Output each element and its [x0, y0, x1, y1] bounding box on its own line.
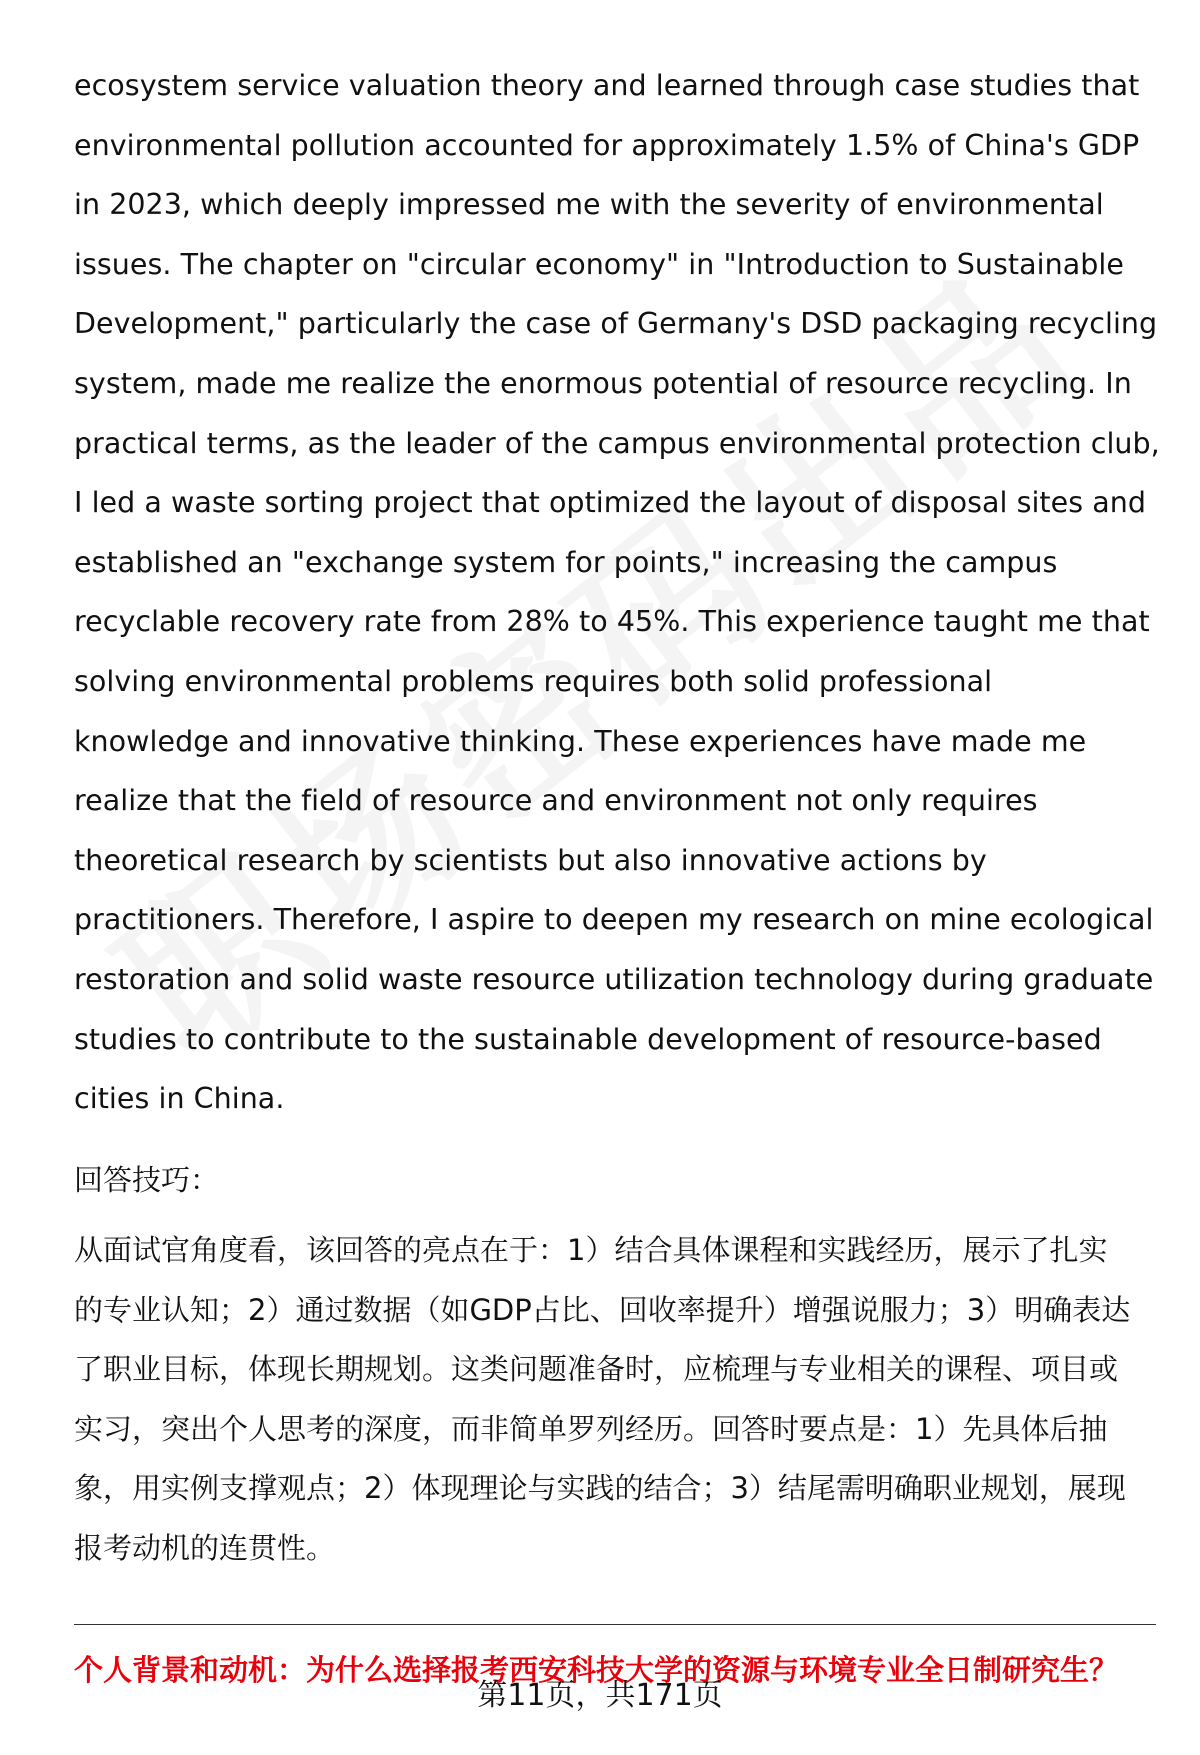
answer-line: studies to contribute to the sustainable development of resource-based: [74, 1022, 1102, 1056]
answer-line: in 2023, which deeply impressed me with the severity of environmental: [74, 188, 1104, 222]
answer-line: realize that the field of resource and environment not only requires: [74, 784, 1038, 818]
answer-line: established an "exchange system for points," increasing the campus: [74, 545, 1058, 579]
tips-heading: 回答技巧：: [74, 1163, 220, 1197]
answer-line: solving environmental problems requires both solid professional: [74, 664, 993, 698]
tips-line: 报考动机的连贯性。: [74, 1530, 336, 1565]
tips-body: [74, 1221, 1164, 1579]
answer-line: system, made me realize the enormous potential of resource recycling. In: [74, 366, 1132, 400]
tips-line: 实习，突出个人思考的深度，而非简单罗列经历。回答时要点是：1）先具体后抽: [74, 1411, 1108, 1446]
answer-line: theoretical research by scientists but also innovative actions by: [74, 843, 987, 877]
tips-line: 象，用实例支撑观点；2）体现理论与实践的结合；3）结尾需明确职业规划，展现: [74, 1471, 1126, 1506]
answer-line: issues. The chapter on "circular economy" in "Introduction to Sustainable: [74, 247, 1124, 281]
page-number: 第11页，共171页: [477, 1678, 723, 1713]
answer-line: ecosystem service valuation theory and learned through case studies that: [74, 69, 1140, 102]
answer-line: restoration and solid waste resource utilization technology during graduate: [74, 962, 1154, 996]
answer-line: environmental pollution accounted for approximately 1.5% of China's GDP: [74, 128, 1140, 162]
answer-line: practical terms, as the leader of the campus environmental protection club,: [74, 426, 1160, 460]
answer-body: [74, 56, 1164, 1129]
answer-line: knowledge and innovative thinking. These experiences have made me: [74, 724, 1087, 758]
section-divider: [74, 1624, 1156, 1625]
answer-line: recyclable recovery rate from 28% to 45%. This experience taught me that: [74, 605, 1150, 639]
next-question-heading: 个人背景和动机：为什么选择报考西安科技大学的资源与环境专业全日制研究生？: [74, 1653, 1119, 1687]
answer-line: Development," particularly the case of Germany's DSD packaging recycling: [74, 307, 1158, 341]
answer-line: I led a waste sorting project that optimized the layout of disposal sites and: [74, 486, 1147, 520]
tips-line: 的专业认知；2）通过数据（如GDP占比、回收率提升）增强说服力；3）明确表达: [74, 1292, 1131, 1327]
answer-line: cities in China.: [74, 1082, 285, 1116]
answer-paragraph: [74, 56, 1164, 1129]
answer-line: practitioners. Therefore, I aspire to deepen my research on mine ecological: [74, 903, 1154, 937]
tips-line: 从面试官角度看，该回答的亮点在于：1）结合具体课程和实践经历，展示了扎实: [74, 1233, 1108, 1267]
tips-line: 了职业目标，体现长期规划。这类问题准备时，应梳理与专业相关的课程、项目或: [74, 1352, 1119, 1387]
